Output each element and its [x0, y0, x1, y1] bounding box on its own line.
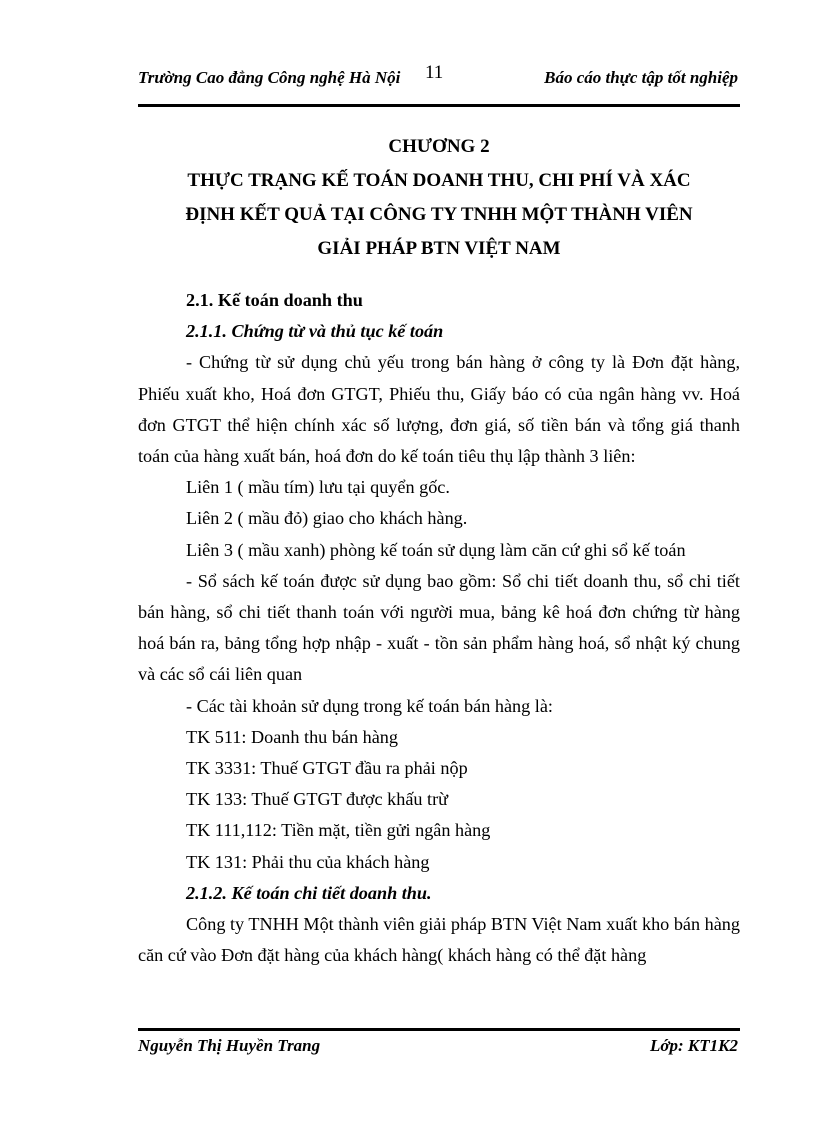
footer-author: Nguyễn Thị Huyền Trang — [138, 1036, 321, 1055]
header-school-name: Trường Cao đẳng Công nghệ Hà Nội — [138, 68, 401, 87]
account-item: TK 511: Doanh thu bán hàng — [186, 726, 398, 747]
chapter-title-line: THỰC TRẠNG KẾ TOÁN DOANH THU, CHI PHÍ VÀ XÁC — [187, 170, 691, 191]
invoice-copy-item: Liên 2 ( mầu đỏ) giao cho khách hàng. — [186, 508, 468, 529]
chapter-heading — [138, 130, 740, 266]
account-item: TK 111,112: Tiền mặt, tiền gửi ngân hàng — [186, 820, 491, 841]
chapter-title-line: ĐỊNH KẾT QUẢ TẠI CÔNG TY TNHH MỘT THÀNH VIÊN — [185, 204, 693, 225]
account-item: TK 133: Thuế GTGT được khấu trừ — [186, 789, 449, 810]
chapter-title-line: GIẢI PHÁP BTN VIỆT NAM — [317, 238, 561, 259]
accounts-intro: - Các tài khoản sử dụng trong kế toán bán hàng là: — [186, 695, 553, 716]
subsection-heading: 2.1.1. Chứng từ và thủ tục kế toán — [186, 321, 444, 342]
invoice-copy-item: Liên 3 ( mầu xanh) phòng kế toán sử dụng làm căn cứ ghi sổ kế toán — [186, 539, 686, 560]
paragraph-documents: - Chứng từ sử dụng chủ yếu trong bán hàng ở công ty là Đơn đặt hàng, Phiếu xuất kho, Hoá đơn GTGT, Phiếu thu, Giấy báo có của ngân hàng vv. Hoá đơn GTGT thể hiện chính xác số lượng, đơn giá, số tiền bán và tổng giá thanh toán của hàng xuất bán, hoá đơn do kế toán tiêu thụ lập thành 3 liên: — [138, 352, 740, 467]
paragraph-detail: Công ty TNHH Một thành viên giải pháp BTN Việt Nam xuất kho bán hàng căn cứ vào Đơn đặt hàng của khách hàng( khách hàng có thể đặt hàng — [138, 914, 740, 966]
header-report-title: Báo cáo thực tập tốt nghiệp — [544, 68, 738, 87]
invoice-copy-item: Liên 1 ( mầu tím) lưu tại quyển gốc. — [186, 477, 450, 498]
page-number: 11 — [425, 62, 444, 83]
subsection-heading: 2.1.2. Kế toán chi tiết doanh thu. — [186, 882, 432, 903]
page-footer — [138, 1036, 740, 1060]
paragraph-books: - Sổ sách kế toán được sử dụng bao gồm: Sổ chi tiết doanh thu, sổ chi tiết bán hàng, sổ chi tiết thanh toán với người mua, bảng kê hoá đơn chứng từ hàng hoá bán ra, bảng tổng hợp nhập - xuất - tồn sản phẩm hàng hoá, sổ nhật ký chung và các sổ cái liên quan — [138, 570, 740, 685]
account-item: TK 131: Phải thu của khách hàng — [186, 851, 430, 872]
header-rule — [138, 104, 740, 107]
footer-rule — [138, 1028, 740, 1031]
chapter-number: CHƯƠNG 2 — [388, 136, 490, 157]
body-text — [138, 285, 740, 971]
account-item: TK 3331: Thuế GTGT đầu ra phải nộp — [186, 758, 468, 779]
page-header — [138, 62, 740, 102]
footer-class: Lớp: KT1K2 — [650, 1036, 738, 1055]
section-heading: 2.1. Kế toán doanh thu — [186, 290, 363, 310]
